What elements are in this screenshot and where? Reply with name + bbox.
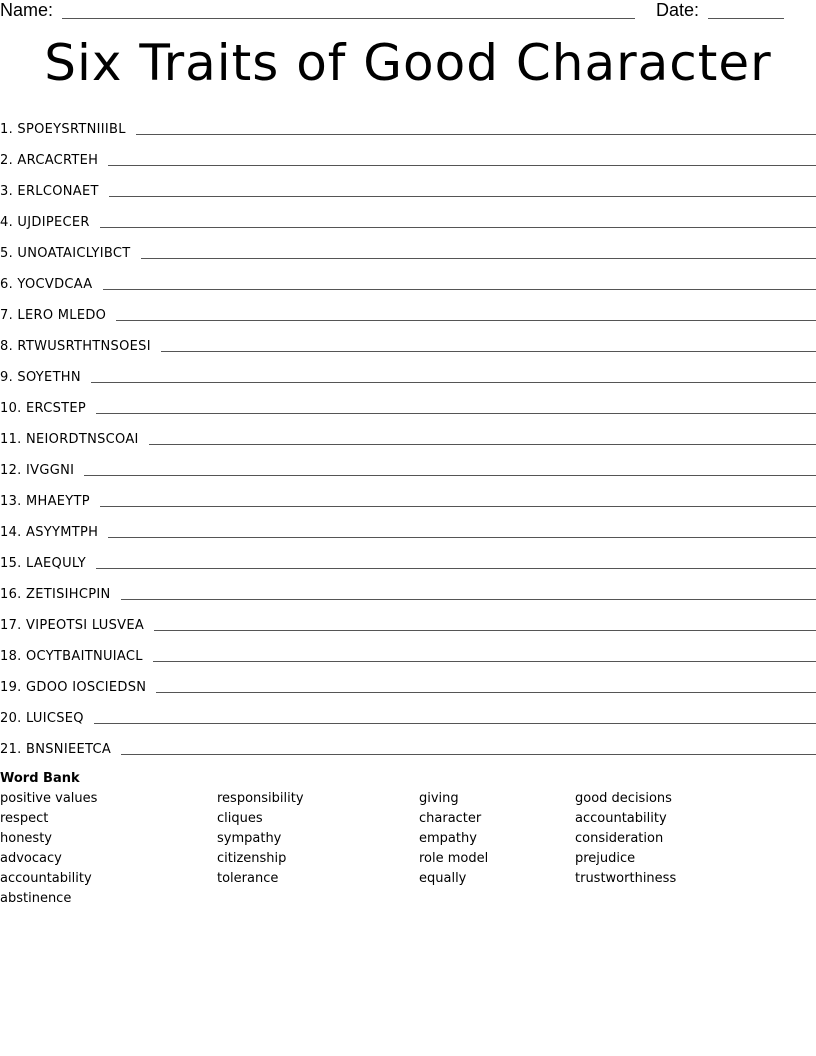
scrambled-word: 1. SPOEYSRTNIIIBL	[0, 122, 126, 137]
scrambled-word: 7. LERO MLEDO	[0, 308, 107, 323]
puzzle-row	[0, 108, 816, 139]
puzzle-row	[0, 666, 816, 697]
word-bank-column	[0, 789, 97, 909]
puzzle-row	[0, 232, 816, 263]
word-bank-word: accountability	[0, 871, 92, 886]
scrambled-word: 16. ZETISIHCPIN	[0, 587, 111, 602]
puzzle-row	[0, 604, 816, 635]
answer-line[interactable]	[94, 722, 816, 724]
puzzle-row	[0, 387, 816, 418]
puzzle-row	[0, 511, 816, 542]
name-label: Name:	[0, 0, 54, 20]
word-bank-grid	[0, 789, 816, 919]
puzzle-row	[0, 542, 816, 573]
word-bank-column	[217, 789, 304, 889]
word-bank-word: cliques	[217, 811, 263, 826]
scrambled-word: 20. LUICSEQ	[0, 711, 84, 726]
word-bank-word: honesty	[0, 831, 52, 846]
puzzle-row	[0, 480, 816, 511]
word-bank-column	[419, 789, 488, 889]
header-row	[0, 0, 816, 26]
puzzle-row	[0, 356, 816, 387]
scrambled-word: 17. VIPEOTSI LUSVEA	[0, 618, 145, 633]
word-bank-column	[575, 789, 676, 889]
word-bank-word: citizenship	[217, 851, 287, 866]
word-bank	[0, 769, 816, 919]
scrambled-word: 3. ERLCONAET	[0, 184, 99, 199]
answer-line[interactable]	[116, 319, 816, 321]
word-bank-word: abstinence	[0, 891, 72, 906]
scrambled-word: 2. ARCACRTEH	[0, 153, 99, 168]
scrambled-word: 4. UJDIPECER	[0, 215, 90, 230]
answer-line[interactable]	[149, 443, 816, 445]
answer-line[interactable]	[100, 226, 816, 228]
word-bank-word: tolerance	[217, 871, 279, 886]
answer-line[interactable]	[84, 474, 816, 476]
scrambled-word: 6. YOCVDCAA	[0, 277, 93, 292]
puzzle-row	[0, 728, 816, 759]
scrambled-word: 15. LAEQULY	[0, 556, 86, 571]
answer-line[interactable]	[121, 753, 816, 755]
scrambled-word: 5. UNOATAICLYIBCT	[0, 246, 131, 261]
word-bank-word: giving	[419, 791, 459, 806]
scrambled-word: 14. ASYYMTPH	[0, 525, 99, 540]
puzzle-row	[0, 418, 816, 449]
scrambled-word: 21. BNSNIEETCA	[0, 742, 112, 757]
name-field-line[interactable]	[62, 18, 635, 19]
puzzle-row	[0, 573, 816, 604]
scrambled-word: 13. MHAEYTP	[0, 494, 90, 509]
word-bank-word: good decisions	[575, 791, 672, 806]
word-bank-word: empathy	[419, 831, 477, 846]
word-bank-word: trustworthiness	[575, 871, 677, 886]
date-label: Date:	[656, 0, 700, 20]
answer-line[interactable]	[103, 288, 816, 290]
scrambled-word: 11. NEIORDTNSCOAI	[0, 432, 139, 447]
page-title: Six Traits of Good Character	[44, 34, 772, 92]
scramble-list	[0, 108, 816, 759]
answer-line[interactable]	[141, 257, 816, 259]
puzzle-row	[0, 635, 816, 666]
answer-line[interactable]	[156, 691, 816, 693]
answer-line[interactable]	[154, 629, 816, 631]
scrambled-word: 8. RTWUSRTHTNSOESI	[0, 339, 151, 354]
scrambled-word: 19. GDOO IOSCIEDSN	[0, 680, 147, 695]
puzzle-row	[0, 294, 816, 325]
date-field-line[interactable]	[708, 18, 784, 19]
puzzle-row	[0, 170, 816, 201]
word-bank-word: character	[419, 811, 482, 826]
answer-line[interactable]	[109, 195, 816, 197]
puzzle-row	[0, 263, 816, 294]
word-bank-word: positive values	[0, 791, 98, 806]
scrambled-word: 9. SOYETHN	[0, 370, 81, 385]
scrambled-word: 12. IVGGNI	[0, 463, 75, 478]
word-bank-word: advocacy	[0, 851, 62, 866]
word-bank-word: responsibility	[217, 791, 304, 806]
word-bank-word: respect	[0, 811, 49, 826]
answer-line[interactable]	[161, 350, 816, 352]
scrambled-word: 10. ERCSTEP	[0, 401, 87, 416]
puzzle-row	[0, 697, 816, 728]
word-bank-word: equally	[419, 871, 467, 886]
answer-line[interactable]	[121, 598, 816, 600]
puzzle-row	[0, 201, 816, 232]
answer-line[interactable]	[108, 536, 816, 538]
answer-line[interactable]	[100, 505, 816, 507]
answer-line[interactable]	[91, 381, 816, 383]
word-bank-title: Word Bank	[0, 771, 80, 786]
answer-line[interactable]	[96, 412, 816, 414]
scrambled-word: 18. OCYTBAITNUIACL	[0, 649, 143, 664]
answer-line[interactable]	[108, 164, 816, 166]
word-bank-word: prejudice	[575, 851, 636, 866]
word-bank-word: role model	[419, 851, 489, 866]
answer-line[interactable]	[136, 133, 816, 135]
word-bank-word: accountability	[575, 811, 667, 826]
answer-line[interactable]	[96, 567, 816, 569]
word-bank-word: consideration	[575, 831, 664, 846]
puzzle-row	[0, 139, 816, 170]
answer-line[interactable]	[153, 660, 816, 662]
puzzle-row	[0, 325, 816, 356]
word-bank-word: sympathy	[217, 831, 282, 846]
puzzle-row	[0, 449, 816, 480]
